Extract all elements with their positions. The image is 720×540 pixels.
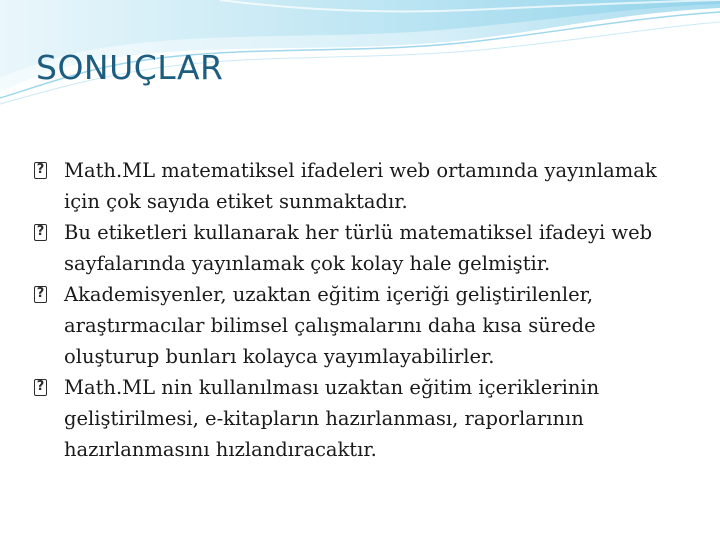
missing-glyph-bullet-icon: ? — [34, 224, 47, 241]
bullet-text: Math.ML nin kullanılması uzaktan eğitim içeriklerinin geliştirilmesi, e-kitapların hazırlanması, raporlarının hazırlanmasını hızlandıracaktır. — [64, 376, 600, 461]
bullet-text: Akademisyenler, uzaktan eğitim içeriği geliştirilenler, araştırmacılar bilimsel çalışmalarını daha kısa sürede oluşturup bunları kolayca yayımlayabilirler. — [64, 283, 596, 368]
missing-glyph-bullet-icon: ? — [34, 162, 47, 179]
bullet-text: Bu etiketleri kullanarak her türlü matematiksel ifadeyi web sayfalarında yayınlamak çok kolay hale gelmiştir. — [64, 221, 653, 275]
bullet-text: Math.ML matematiksel ifadeleri web ortamında yayınlamak için çok sayıda etiket sunmaktadır. — [64, 159, 657, 213]
bullet-item — [34, 217, 694, 279]
bullet-list — [34, 155, 694, 465]
bullet-item — [34, 279, 694, 372]
bullet-item — [34, 372, 694, 465]
missing-glyph-bullet-icon: ? — [34, 286, 47, 303]
missing-glyph-bullet-icon: ? — [34, 379, 47, 396]
slide-title: SONUÇLAR — [36, 48, 224, 87]
bullet-item — [34, 155, 694, 217]
